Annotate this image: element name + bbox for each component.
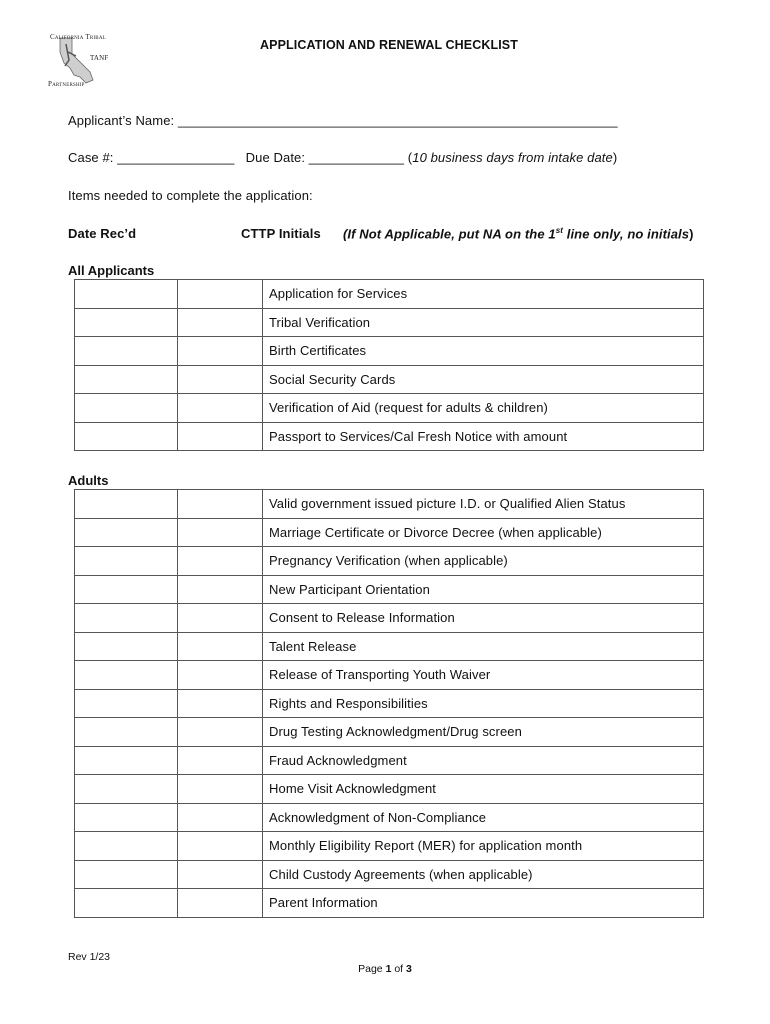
logo-text-line1: California Tribal [50,33,106,41]
checklist-item-label: Valid government issued picture I.D. or Qualified Alien Status [263,490,704,519]
applicant-name-blank[interactable]: ____________________________________________________________ [177,113,618,128]
page-total: 3 [406,963,412,975]
checklist-item-label: Birth Certificates [263,337,704,366]
date-received-header: Date Rec’d [68,226,137,241]
logo-text-line2: TANF [90,54,109,62]
checklist-item-label: Social Security Cards [263,365,704,394]
all-applicants-heading: All Applicants [68,263,155,278]
checklist-row [75,308,704,337]
checklist-row [75,280,704,309]
cttp-initials-cell[interactable] [178,547,263,576]
items-intro: Items needed to complete the application: [68,188,313,203]
column-headers [68,226,694,242]
date-received-cell[interactable] [75,547,178,576]
checklist-row [75,832,704,861]
checklist-item-label: Acknowledgment of Non-Compliance [263,803,704,832]
checklist-row [75,518,704,547]
checklist-item-label: Fraud Acknowledgment [263,746,704,775]
date-received-cell[interactable] [75,689,178,718]
document-title: APPLICATION AND RENEWAL CHECKLIST [260,38,518,52]
checklist-row [75,889,704,918]
cttp-initials-cell[interactable] [178,718,263,747]
date-received-cell[interactable] [75,337,178,366]
cttp-initials-cell[interactable] [178,803,263,832]
checklist-row [75,661,704,690]
checklist-row [75,775,704,804]
checklist-row [75,547,704,576]
cttp-initials-cell[interactable] [178,775,263,804]
due-date-note-open: ( [404,150,413,165]
page-label: Page [358,963,386,975]
date-received-cell[interactable] [75,422,178,451]
case-row [68,150,617,165]
checklist-row [75,718,704,747]
all-applicants-table [74,279,704,451]
checklist-row [75,604,704,633]
logo-text-line3: Partnership [48,80,85,88]
checklist-row [75,394,704,423]
checklist-row [75,860,704,889]
cttp-initials-header: CTTP Initials [241,226,321,241]
checklist-item-label: Parent Information [263,889,704,918]
cttp-initials-cell[interactable] [178,280,263,309]
checklist-item-label: Marriage Certificate or Divorce Decree (when applicable) [263,518,704,547]
cttp-initials-cell[interactable] [178,490,263,519]
applicant-name-row [68,113,618,128]
checklist-row [75,632,704,661]
cttp-initials-cell[interactable] [178,394,263,423]
date-received-cell[interactable] [75,394,178,423]
checklist-item-label: Verification of Aid (request for adults & children) [263,394,704,423]
page-of: of [391,963,407,975]
date-received-cell[interactable] [75,490,178,519]
cttp-initials-cell[interactable] [178,746,263,775]
checklist-item-label: Release of Transporting Youth Waiver [263,661,704,690]
date-received-cell[interactable] [75,632,178,661]
checklist-row [75,365,704,394]
date-received-cell[interactable] [75,775,178,804]
date-received-cell[interactable] [75,604,178,633]
cttp-initials-cell[interactable] [178,337,263,366]
cttp-initials-cell[interactable] [178,632,263,661]
cttp-initials-cell[interactable] [178,518,263,547]
checklist-row [75,803,704,832]
cttp-initials-cell[interactable] [178,661,263,690]
note-prefix: (If Not Applicable, put NA on the 1 [343,226,556,242]
cttp-initials-cell[interactable] [178,365,263,394]
checklist-row [75,689,704,718]
cttp-initials-cell[interactable] [178,422,263,451]
checklist-row [75,575,704,604]
checklist-item-label: Talent Release [263,632,704,661]
checklist-item-label: Application for Services [263,280,704,309]
page-number [0,963,770,975]
date-received-cell[interactable] [75,308,178,337]
case-number-blank[interactable]: ________________ [117,150,235,165]
date-received-cell[interactable] [75,889,178,918]
cttp-initials-cell[interactable] [178,832,263,861]
cttp-initials-cell[interactable] [178,889,263,918]
adults-table [74,489,704,918]
due-date-label: Due Date: [234,150,309,165]
checklist-item-label: Consent to Release Information [263,604,704,633]
due-date-note: 10 business days from intake date [412,150,613,165]
date-received-cell[interactable] [75,832,178,861]
checklist-item-label: Pregnancy Verification (when applicable) [263,547,704,576]
cttp-initials-cell[interactable] [178,604,263,633]
checklist-item-label: Home Visit Acknowledgment [263,775,704,804]
checklist-item-label: Tribal Verification [263,308,704,337]
revision-label: Rev 1/23 [68,951,111,963]
checklist-item-label: Drug Testing Acknowledgment/Drug screen [263,718,704,747]
cttp-initials-cell[interactable] [178,689,263,718]
note-superscript: st [555,226,564,235]
page-current: 1 [385,963,392,975]
adults-heading: Adults [68,473,109,488]
date-received-cell[interactable] [75,575,178,604]
checklist-row [75,490,704,519]
due-date-blank[interactable]: _____________ [308,150,405,165]
date-received-cell[interactable] [75,661,178,690]
cttp-initials-cell[interactable] [178,575,263,604]
date-received-cell[interactable] [75,860,178,889]
not-applicable-note [343,226,694,241]
cttp-initials-cell[interactable] [178,308,263,337]
checklist-item-label: Rights and Responsibilities [263,689,704,718]
date-received-cell[interactable] [75,518,178,547]
note-close: ) [689,226,694,242]
date-received-cell[interactable] [75,746,178,775]
checklist-row [75,422,704,451]
cttp-initials-cell[interactable] [178,860,263,889]
date-received-cell[interactable] [75,803,178,832]
applicant-name-label: Applicant’s Name: [68,113,178,128]
checklist-row [75,337,704,366]
note-suffix: line only, no initials [563,226,690,242]
date-received-cell[interactable] [75,718,178,747]
checklist-item-label: Monthly Eligibility Report (MER) for application month [263,832,704,861]
date-received-cell[interactable] [75,365,178,394]
checklist-item-label: Passport to Services/Cal Fresh Notice with amount [263,422,704,451]
due-date-note-close: ) [612,150,618,165]
checklist-row [75,746,704,775]
checklist-item-label: Child Custody Agreements (when applicable) [263,860,704,889]
date-received-cell[interactable] [75,280,178,309]
checklist-item-label: New Participant Orientation [263,575,704,604]
case-number-label: Case #: [68,150,118,165]
